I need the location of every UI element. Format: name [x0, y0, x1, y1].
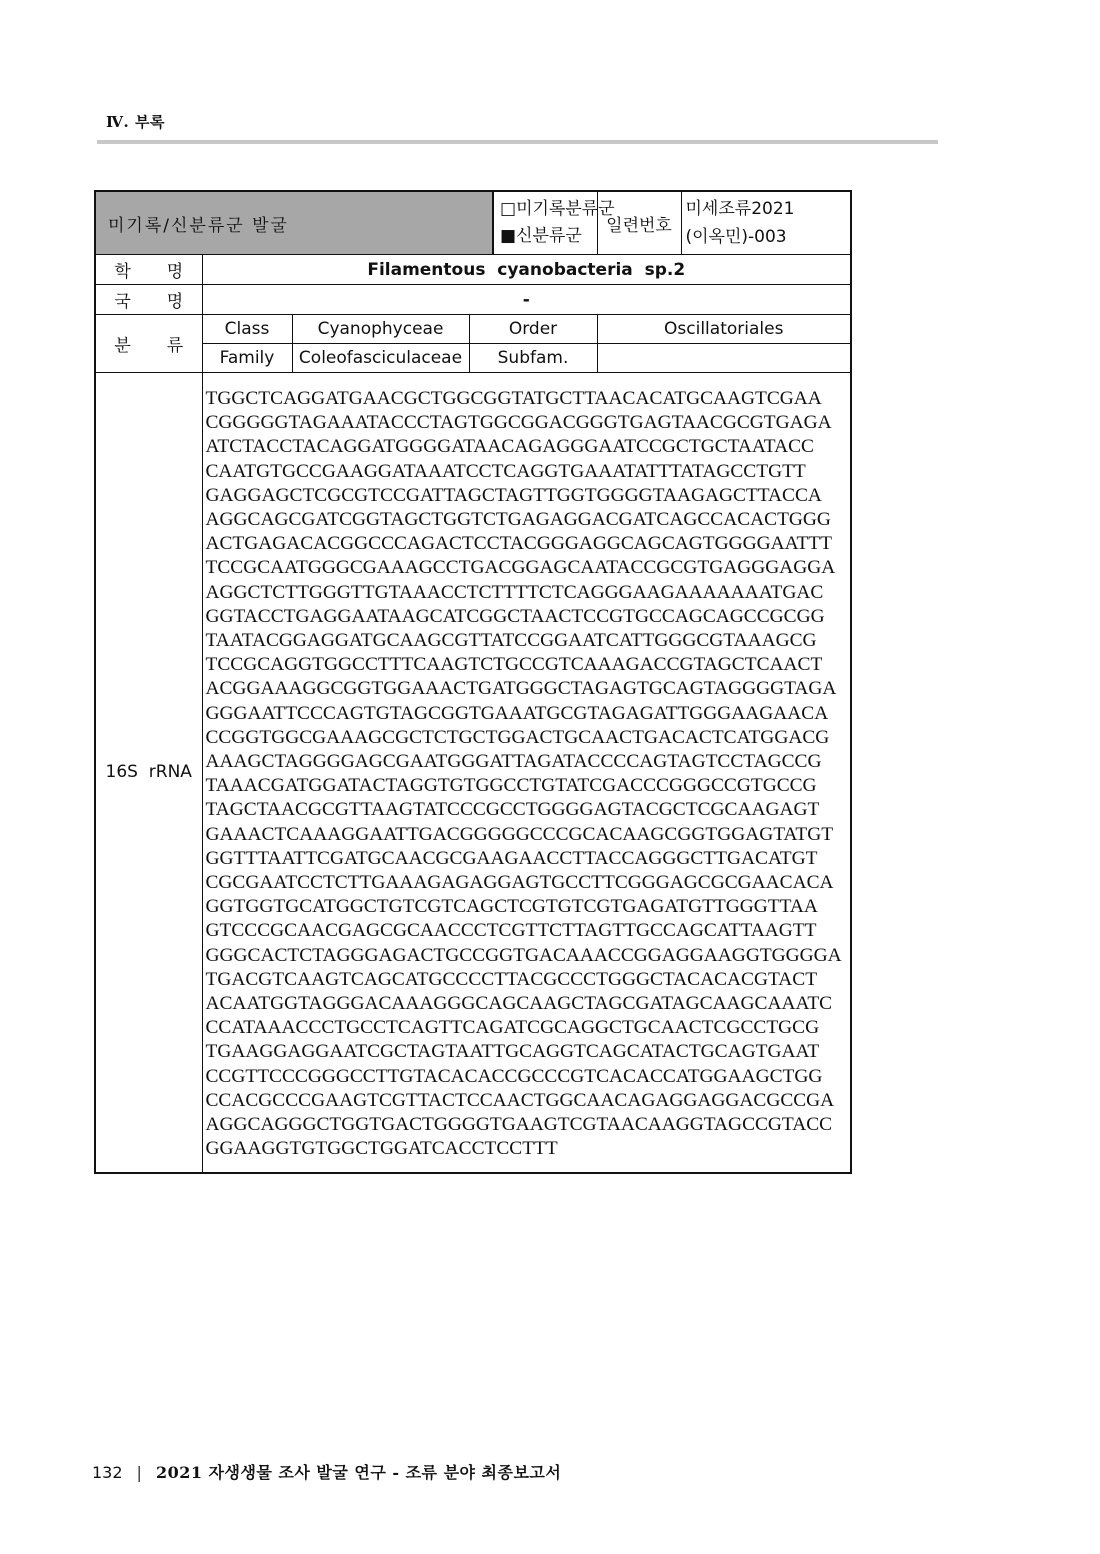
page-footer [92, 1460, 561, 1483]
sequence-line: GGTACCTGAGGAATAAGCATCGGCTAACTCCGTGCCAGCAGCCGCGG [205, 605, 825, 627]
sequence-line: GAGGAGCTCGCGTCCGATTAGCTAGTTGGTGGGGTAAGAGCTTACCA [205, 484, 822, 506]
taxonomy-row-2 [95, 344, 851, 373]
sequence-cell [202, 373, 851, 1173]
category-new [500, 223, 597, 250]
section-header: Ⅳ. 부록 [106, 113, 165, 131]
category-unrecorded [500, 196, 615, 223]
sequence-line: CGCGAATCCTCTTGAAAGAGAGGAGTGCCTTCGGGAGCGCGAACACA [205, 872, 834, 894]
page-number: 132 [92, 1463, 123, 1482]
taxonomy-label: 분 류 [95, 315, 202, 373]
title-row [95, 191, 851, 255]
sequence-line: GAAACTCAAAGGAATTGACGGGGGCCCGCACAAGCGGTGGAGTATGT [205, 823, 834, 845]
family-value: Coleofasciculaceae [292, 344, 469, 373]
sequence-line: AGGCTCTTGGGTTGTAAACCTCTTTTCTCAGGGAAGAAAAAAATGAC [205, 581, 824, 603]
class-value: Cyanophyceae [292, 315, 469, 344]
sequence-line: TCCGCAATGGGCGAAAGCCTGACGGAGCAATACCGCGTGAGGGAGGA [205, 557, 836, 579]
sequence-line: CCGGTGGCGAAAGCGCTCTGCTGGACTGCAACTGACACTCATGGACG [205, 726, 830, 748]
sequence-line: CCATAAACCCTGCCTCAGTTCAGATCGCAGGCTGCAACTCGCCTGCG [205, 1017, 820, 1039]
category-unrecorded-label: 미기록분류군 [516, 199, 615, 219]
sequence-line: TAATACGGAGGATGCAAGCGTTATCCGGAATCATTGGGCGTAAAGCG [205, 630, 817, 652]
sequence-line: ACAATGGTAGGGACAAAGGGCAGCAAGCTAGCGATAGCAAGCAAATC [205, 993, 833, 1015]
sequence-line: TAGCTAACGCGTTAAGTATCCCGCCTGGGGAGTACGCTCGCAAGAGT [205, 799, 820, 821]
sequence-line: ACGGAAAGGCGGTGGAAACTGATGGGCTAGAGTGCAGTAGGGGTAGA [205, 678, 837, 700]
scientific-name-label: 학 명 [95, 255, 202, 285]
record-table [94, 190, 852, 1174]
category-new-label: 신분류군 [516, 226, 582, 246]
sequence-text [206, 387, 851, 1162]
sequence-line: GTCCCGCAACGAGCGCAACCCTCGTTCTTAGTTGCCAGCATTAAGTT [205, 920, 817, 942]
subfam-label: Subfam. [469, 344, 597, 373]
korean-name-label: 국 명 [95, 285, 202, 315]
sequence-line: CAATGTGCCGAAGGATAAATCCTCAGGTGAAATATTTATAGCCTGTT [205, 460, 806, 482]
sequence-line: TGGCTCAGGATGAACGCTGGCGGTATGCTTAACACATGCAAGTCGAA [205, 388, 822, 409]
taxonomy-row-1 [95, 315, 851, 344]
subfam-value [597, 344, 851, 373]
checkbox-filled-icon: ■ [500, 226, 517, 246]
order-label: Order [469, 315, 597, 344]
sequence-line: GGTGGTGCATGGCTGTCGTCAGCTCGTGTCGTGAGATGTTGGGTTAA [205, 896, 818, 918]
footer-separator: | [136, 1463, 142, 1482]
sequence-line: CCGTTCCCGGGCCTTGTACACACCGCCCGTCACACCATGGAAGCTGG [205, 1065, 823, 1087]
serial-value [681, 191, 851, 255]
serial-value-line1: 미세조류2021 [685, 199, 795, 219]
serial-value-line2: (이옥민)-003 [685, 227, 787, 247]
class-label: Class [202, 315, 292, 344]
korean-name-row [95, 285, 851, 315]
header-divider [97, 140, 938, 144]
sequence-line: ACTGAGACACGGCCCAGACTCCTACGGGAGGCAGCAGTGGGGAATTT [205, 533, 833, 555]
scientific-name-value: Filamentous cyanobacteria sp.2 [202, 255, 851, 285]
sequence-line: TAAACGATGGATACTAGGTGTGGCCTGTATCGACCCGGGCCGTGCCG [205, 775, 817, 797]
sequence-line: GGAAGGTGTGGCTGGATCACCTCCTTT [205, 1138, 558, 1160]
checkbox-empty-icon: □ [500, 199, 517, 219]
scientific-name-row [95, 255, 851, 285]
sequence-line: AGGCAGCGATCGGTAGCTGGTCTGAGAGGACGATCAGCCACACTGGG [205, 509, 831, 531]
sequence-line: GGGCACTCTAGGGAGACTGCCGGTGACAAACCGGAGGAAGGTGGGGA [205, 944, 842, 966]
serial-label: 일련번호 [597, 191, 681, 255]
rrna-label: 16S rRNA [95, 373, 202, 1173]
report-title: 2021 자생생물 조사 발굴 연구 - 조류 분야 최종보고서 [155, 1463, 562, 1482]
korean-name-value: - [202, 285, 851, 315]
sequence-line: AAAGCTAGGGGAGCGAATGGGATTAGATACCCCAGTAGTCCTAGCCG [205, 751, 822, 773]
sequence-line: GGGAATTCCCAGTGTAGCGGTGAAATGCGTAGAGATTGGGAAGAACA [205, 702, 829, 724]
sequence-line: CCACGCCCGAAGTCGTTACTCCAACTGGCAACAGAGGAGGACGCCGA [205, 1089, 835, 1111]
category-options [493, 191, 615, 255]
sequence-line: CGGGGGTAGAAATACCCTAGTGGCGGACGGGTGAGTAACGCGTGAGA [205, 412, 832, 434]
record-title: 미기록/신분류군 발굴 [95, 191, 493, 255]
sequence-line: AGGCAGGGCTGGTGACTGGGGTGAAGTCGTAACAAGGTAGCCGTACC [205, 1114, 833, 1136]
sequence-line: TGAAGGAGGAATCGCTAGTAATTGCAGGTCAGCATACTGCAGTGAAT [205, 1041, 820, 1063]
sequence-line: ATCTACCTACAGGATGGGGATAACAGAGGGAATCCGCTGCTAATACC [205, 436, 814, 458]
sequence-line: TCCGCAGGTGGCCTTTCAAGTCTGCCGTCAAAGACCGTAGCTCAACT [205, 654, 823, 676]
order-value: Oscillatoriales [597, 315, 851, 344]
sequence-line: TGACGTCAAGTCAGCATGCCCCTTACGCCCTGGGCTACACACGTACT [205, 968, 818, 990]
family-label: Family [202, 344, 292, 373]
sequence-row [95, 373, 851, 1173]
sequence-line: GGTTTAATTCGATGCAACGCGAAGAACCTTACCAGGGCTTGACATGT [205, 847, 818, 869]
